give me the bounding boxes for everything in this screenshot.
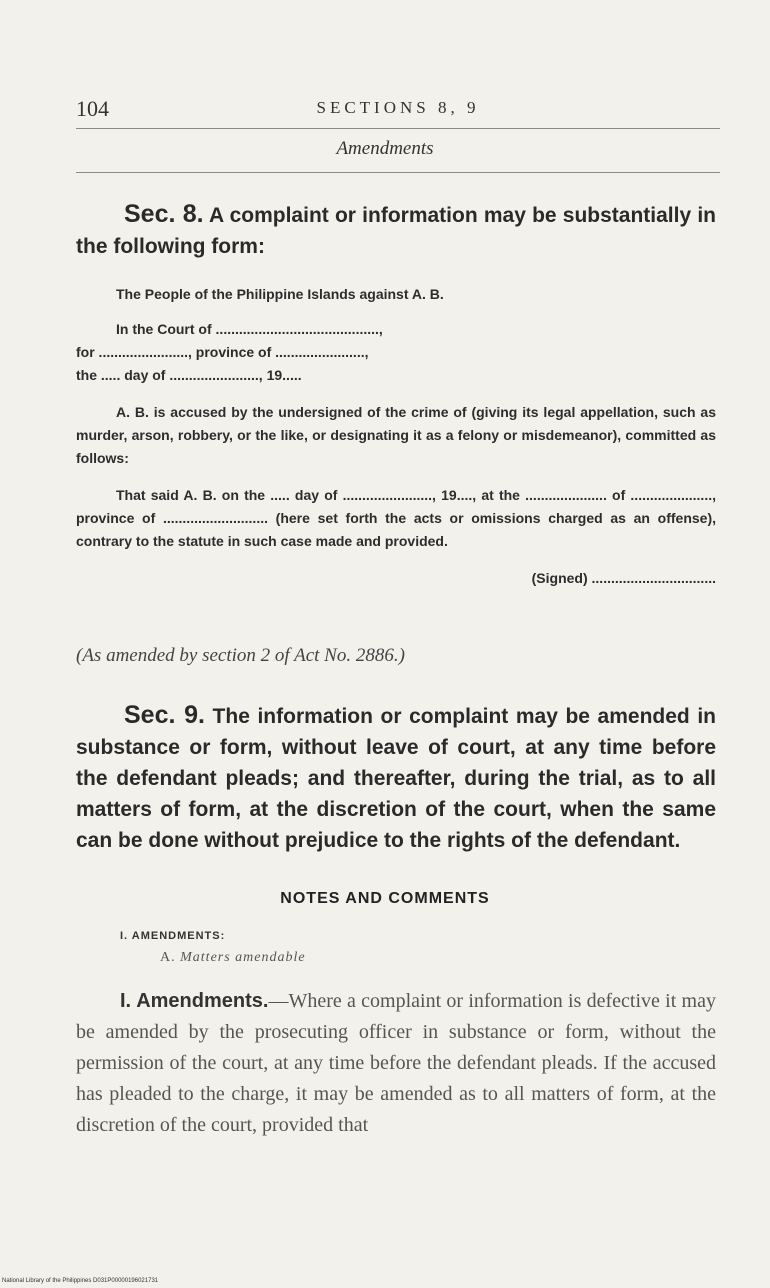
form-signature-line: (Signed) ................................: [531, 570, 716, 586]
outline-subheading: [160, 950, 306, 966]
form-facts: That said A. B. on the ..... day of ......................., 19...., at the ..................... of ....................., province of ........................... (here set forth the acts or omissions charged as an offense), contrary to the statute in such case made and provided.: [76, 487, 716, 549]
form-accusation: A. B. is accused by the undersigned of the crime of (giving its legal appellation, such as murder, arson, robbery, or the like, or designating it as a felony or misdemeanor), committed as follows:: [76, 404, 716, 466]
header-rule-top: [76, 128, 720, 129]
outline-subheading-letter: A.: [160, 950, 176, 965]
form-court-line: the ..... day of ......................., 19.....: [76, 367, 302, 383]
commentary-paragraph: [76, 986, 716, 1141]
section-heading: SECTIONS 8, 9: [316, 98, 480, 117]
outline-heading: I. AMENDMENTS:: [120, 930, 226, 942]
section-8-paragraph: [76, 199, 716, 262]
running-head: [76, 96, 720, 130]
notes-heading: NOTES AND COMMENTS: [280, 890, 490, 907]
page-number: 104: [76, 96, 109, 121]
complaint-form: [76, 283, 716, 590]
section-9-label: Sec. 9.: [124, 701, 205, 729]
section-9-paragraph: [76, 700, 716, 856]
subheading: Amendments: [336, 138, 434, 159]
outline-subheading-text: Matters amendable: [180, 950, 306, 965]
footer-credit: National Library of the Philippines D031P00000196021731: [2, 1278, 159, 1284]
form-caption: The People of the Philippine Islands against A. B.: [116, 286, 444, 302]
commentary-text: —Where a complaint or information is defective it may be amended by the prosecuting officer in substance or form, without the permission of the court, at any time before the defendant pleads. If the accused has pleaded to the charge, it may be amended as to all matters of form, at the discretion of the court, provided that: [76, 990, 716, 1136]
commentary-lead: I. Amendments.: [120, 990, 269, 1012]
amendment-note: (As amended by section 2 of Act No. 2886.): [76, 645, 405, 666]
header-rule-bottom: [76, 172, 720, 173]
section-8-label: Sec. 8.: [124, 200, 204, 228]
form-court-line: In the Court of ..........................................,: [116, 321, 383, 337]
section-8-text: A complaint or information may be substantially in the following form:: [76, 204, 716, 258]
section-9-text: The information or complaint may be amended in substance or form, without leave of court, at any time before the defendant pleads; and thereafter, during the trial, as to all matters of form, at the discretion of the court, when the same can be done without prejudice to the rights of the defendant.: [76, 705, 716, 852]
form-court-line: for ......................., province of .......................,: [76, 344, 369, 360]
